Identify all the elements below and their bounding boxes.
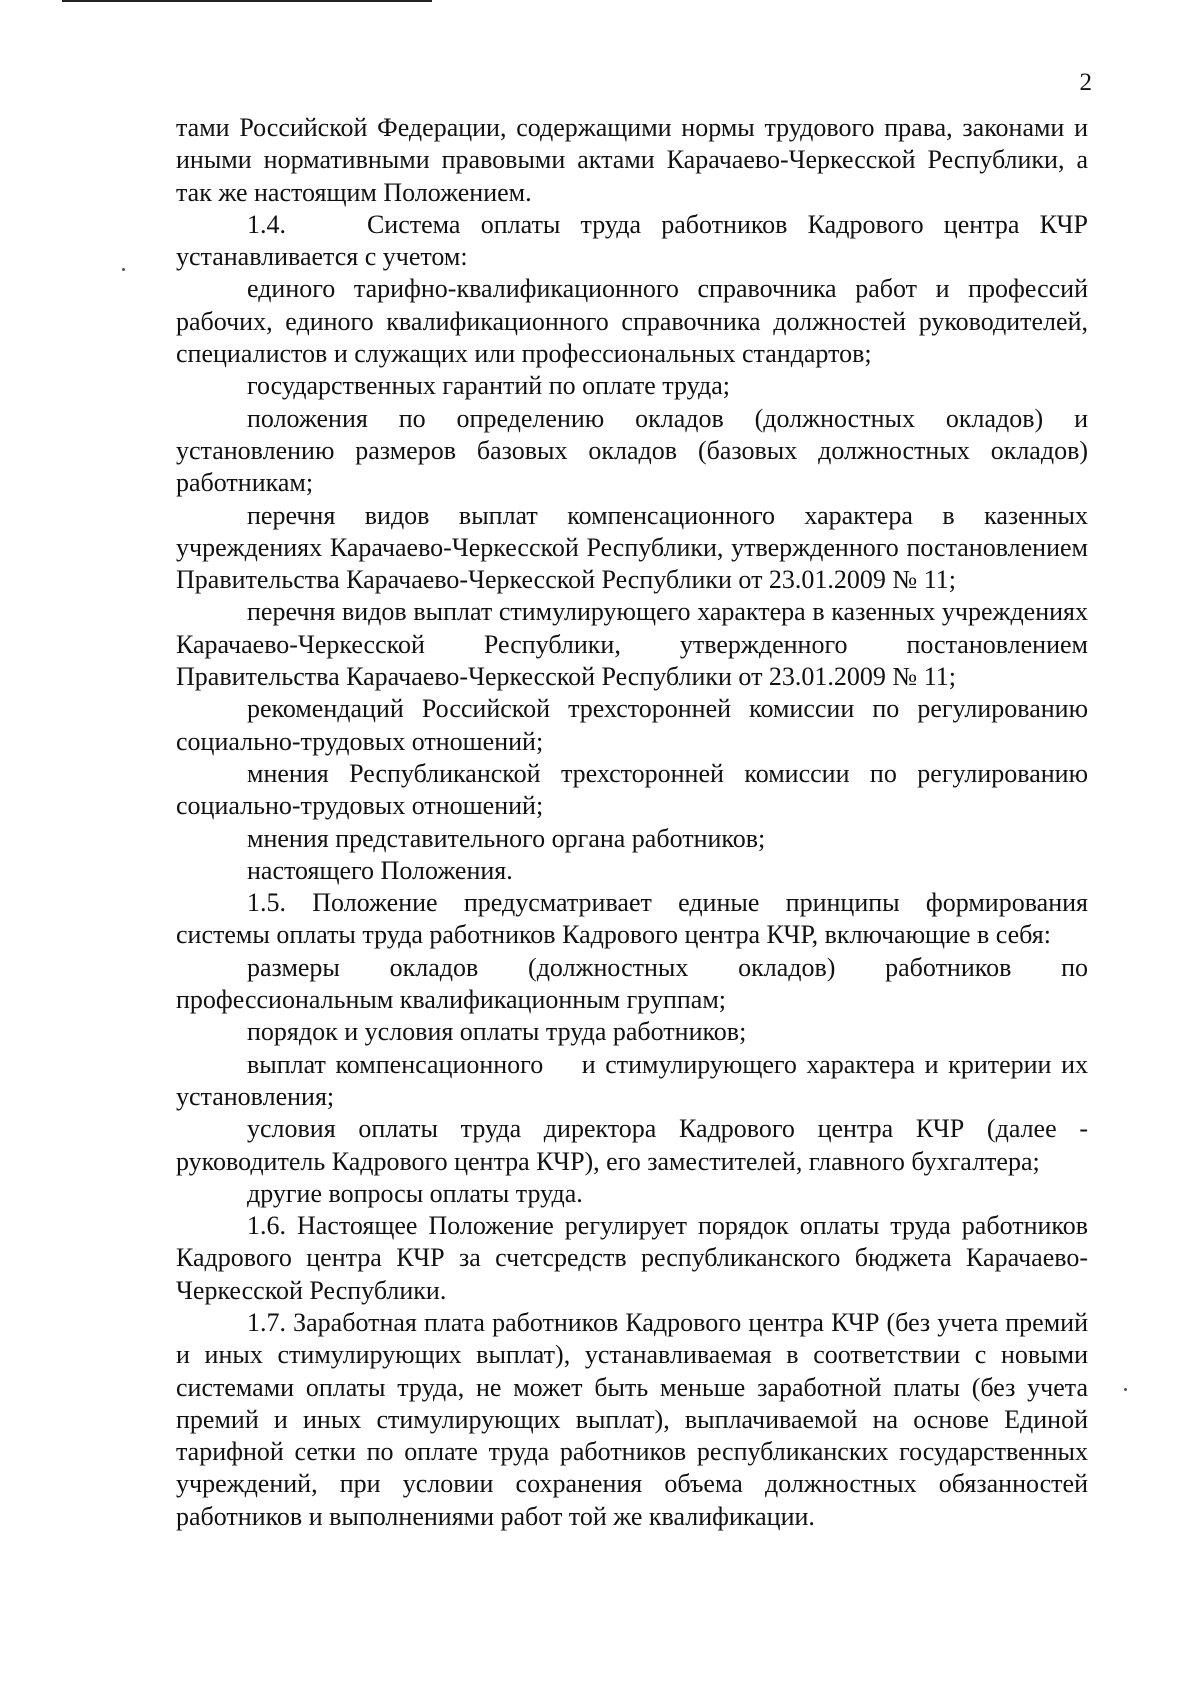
paragraph: перечня видов выплат стимулирующего характера в казенных учреждениях Карачаево-Черкесской Республики, утвержденного постановлением Правительства Карачаево-Черкесской Республики от 23.01.2009 № 11; <box>176 597 1088 692</box>
scan-speck <box>122 268 125 271</box>
paragraph: другие вопросы оплаты труда. <box>247 1178 583 1208</box>
paragraph: размеры окладов (должностных окладов) работников по профессиональным квалификационным группам; <box>176 952 1088 1015</box>
paragraph: мнения представительного органа работников; <box>247 823 766 853</box>
paragraph: тами Российской Федерации, содержащими нормы трудового права, законами и иными нормативными правовыми актами Карачаево-Черкесской Республики, а так же настоящим Положением. <box>176 113 1088 207</box>
paragraph: рекомендаций Российской трехсторонней комиссии по регулированию социально-трудовых отношений; <box>176 694 1088 756</box>
paragraph: 1.7. Заработная плата работников Кадрового центра КЧР (без учета премий и иных стимулирующих выплат), устанавливаемая в соответствии с новыми системами оплаты труда, не может быть меньше заработной платы (без учета премий и иных стимулирующих выплат), выплачиваемой на основе Единой тарифной сетки по оплате труда работников республиканских государственных учреждений, при условии сохранения объема должностных обязанностей работников и выполнениями работ той же квалификации. <box>176 1307 1088 1531</box>
paragraph: перечня видов выплат компенсационного характера в казенных учреждениях Карачаево-Черкесской Республики, утвержденного постановлением Правительства Карачаево-Черкесской Республики от 23.01.2009 № 11; <box>176 500 1088 595</box>
paragraph: 1.4. Система оплаты труда работников Кадрового центра КЧР устанавливается с учетом: <box>176 209 1095 272</box>
document-body <box>176 112 1095 1533</box>
paragraph: выплат компенсационного и стимулирующего характера и критерии их установления; <box>176 1049 1095 1111</box>
paragraph: государственных гарантий по оплате труда; <box>247 371 730 401</box>
paragraph: 1.5. Положение предусматривает единые принципы формирования системы оплаты труда работников Кадрового центра КЧР, включающие в себя: <box>176 888 1088 950</box>
page-number: 2 <box>1079 69 1092 96</box>
paragraph: условия оплаты труда директора Кадрового центра КЧР (далее - руководитель Кадрового центра КЧР), его заместителей, главного бухгалтера; <box>176 1114 1088 1176</box>
paragraph: единого тарифно-квалификационного справочника работ и профессий рабочих, единого квалификационного справочника должностей руководителей, специалистов и служащих или профессиональных стандартов; <box>176 274 1088 369</box>
paragraph: 1.6. Настоящее Положение регулирует порядок оплаты труда работников Кадрового центра КЧР за счетсредств республиканского бюджета Карачаево-Черкесской Республики. <box>176 1211 1088 1305</box>
paragraph: положения по определению окладов (должностных окладов) и установлению размеров базовых окладов (базовых должностных окладов) работникам; <box>176 403 1088 498</box>
scan-speck <box>1124 1388 1127 1391</box>
paragraph: настоящего Положения. <box>247 855 513 885</box>
paragraph: порядок и условия оплаты труда работников; <box>247 1017 747 1047</box>
page-top-rule <box>62 0 432 2</box>
paragraph: мнения Республиканской трехсторонней комиссии по регулированию социально-трудовых отношений; <box>176 758 1088 821</box>
